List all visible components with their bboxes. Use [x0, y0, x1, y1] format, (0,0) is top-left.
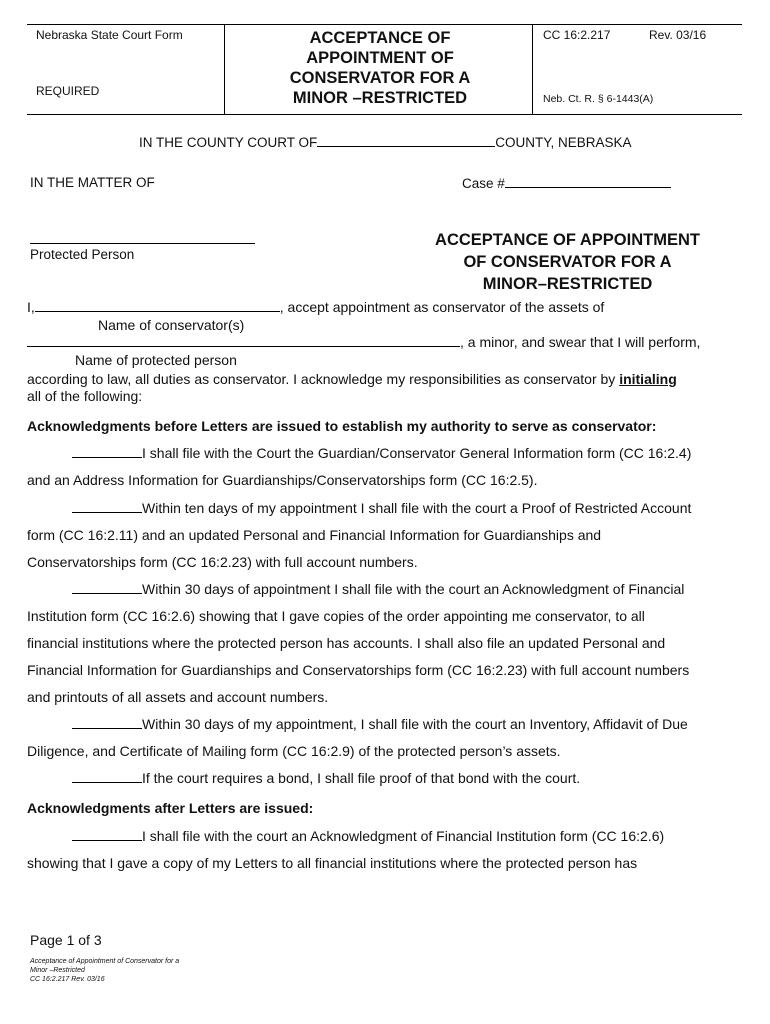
- protected-person-label: Protected Person: [30, 247, 135, 262]
- acknowledgment-text: Within 30 days of appointment I shall file with the court an Acknowledgment of Financial: [142, 581, 685, 597]
- county-court-prefix: IN THE COUNTY COURT OF: [139, 135, 318, 150]
- state-court-form-label: Nebraska State Court Form: [36, 28, 183, 42]
- case-label: Case #: [462, 176, 505, 191]
- conservator-name-field[interactable]: [35, 299, 280, 312]
- acknowledgment-item: [27, 495, 742, 576]
- header-title: [230, 28, 530, 108]
- acknowledgment-text: Financial Information for Guardianships and Conservatorships form (CC 16:2.23) with full account numbers: [27, 662, 690, 678]
- caption-title: [400, 229, 735, 295]
- header-title-line: ACCEPTANCE OF: [309, 29, 451, 47]
- footer-line: Acceptance of Appointment of Conservator for a: [30, 958, 180, 965]
- oath-duties-line: [27, 371, 677, 387]
- acknowledgment-text: and an Address Information for Guardianships/Conservatorships form (CC 16:2.5).: [27, 472, 538, 488]
- acknowledgment-text: financial institutions where the protected person has accounts. I shall also file an updated Personal and: [27, 635, 666, 651]
- initials-field[interactable]: [72, 581, 142, 594]
- acknowledgment-text: Conservatorships form (CC 16:2.23) with full account numbers.: [27, 554, 418, 570]
- county-court-suffix: COUNTY, NEBRASKA: [495, 135, 632, 150]
- case-number-line: [462, 175, 671, 191]
- header-top-border: [27, 24, 742, 25]
- header-bottom-border: [27, 114, 742, 115]
- oath-accept-text: , accept appointment as conservator of the assets of: [279, 299, 605, 315]
- initials-field[interactable]: [72, 828, 142, 841]
- initials-field[interactable]: [72, 445, 142, 458]
- oath-i: I,: [27, 299, 35, 315]
- acknowledgment-text: and printouts of all assets and account numbers.: [27, 689, 329, 705]
- initials-field[interactable]: [72, 770, 142, 783]
- footer-line: Minor –Restricted: [30, 967, 85, 974]
- section-before-letters-heading: Acknowledgments before Letters are issued to establish my authority to serve as conservator:: [27, 418, 657, 434]
- court-rule-citation: Neb. Ct. R. § 6-1443(A): [543, 93, 654, 105]
- header-divider-right: [532, 24, 533, 115]
- oath-duties-text: according to law, all duties as conservator. I acknowledge my responsibilities as conservator by: [27, 371, 620, 387]
- header-title-line: CONSERVATOR FOR A: [289, 69, 471, 87]
- form-number: CC 16:2.217: [543, 28, 611, 42]
- page-number: Page 1 of 3: [30, 932, 102, 948]
- caption-title-line: OF CONSERVATOR FOR A: [463, 253, 672, 271]
- acknowledgment-item: [27, 823, 742, 877]
- initials-field[interactable]: [72, 716, 142, 729]
- initialing-emphasis: initialing: [619, 371, 677, 387]
- acknowledgment-item: [27, 440, 742, 494]
- acknowledgment-text: Within 30 days of my appointment, I shall file with the court an Inventory, Affidavit of Due: [142, 716, 688, 732]
- acknowledgment-item: [27, 576, 742, 711]
- county-name-field[interactable]: [317, 134, 495, 147]
- caption-title-line: ACCEPTANCE OF APPOINTMENT: [435, 231, 700, 249]
- oath-line-2: [27, 334, 700, 350]
- oath-line-1: [27, 299, 604, 315]
- revision-date: Rev. 03/16: [649, 28, 707, 42]
- footer-line: CC 16:2.217 Rev. 03/16: [30, 976, 105, 983]
- protected-person-name-caption: Name of protected person: [75, 352, 237, 368]
- initials-field[interactable]: [72, 500, 142, 513]
- acknowledgment-text: If the court requires a bond, I shall file proof of that bond with the court.: [142, 770, 581, 786]
- acknowledgment-text: I shall file with the court an Acknowledgment of Financial Institution form (CC 16:2.6): [142, 828, 665, 844]
- county-court-line: [139, 134, 632, 150]
- case-number-field[interactable]: [505, 175, 671, 188]
- header-divider-left: [224, 24, 225, 115]
- acknowledgment-item: [27, 765, 742, 792]
- acknowledgment-text: Institution form (CC 16:2.6) showing that I gave copies of the order appointing me conservator, to all: [27, 608, 645, 624]
- acknowledgment-text: I shall file with the Court the Guardian/Conservator General Information form (CC 16:2.4): [142, 445, 692, 461]
- oath-duties-end: all of the following:: [27, 388, 143, 404]
- acknowledgment-text: Diligence, and Certificate of Mailing form (CC 16:2.9) of the protected person’s assets.: [27, 743, 561, 759]
- protected-person-field[interactable]: [30, 243, 255, 244]
- footer-form-info: [30, 957, 179, 984]
- acknowledgment-text: form (CC 16:2.11) and an updated Personal and Financial Information for Guardianships and: [27, 527, 602, 543]
- acknowledgment-item: [27, 711, 742, 765]
- header-title-line: MINOR –RESTRICTED: [292, 89, 468, 107]
- acknowledgment-text: Within ten days of my appointment I shall file with the court a Proof of Restricted Account: [142, 500, 692, 516]
- section-after-letters-heading: Acknowledgments after Letters are issued:: [27, 800, 314, 816]
- conservator-name-caption: Name of conservator(s): [98, 317, 245, 333]
- required-label: REQUIRED: [36, 84, 100, 98]
- matter-label: IN THE MATTER OF: [30, 175, 155, 190]
- oath-minor-text: , a minor, and swear that I will perform,: [460, 334, 701, 350]
- acknowledgment-text: showing that I gave a copy of my Letters to all financial institutions where the protected person has: [27, 855, 638, 871]
- header-title-line: APPOINTMENT OF: [306, 49, 454, 67]
- caption-title-line: MINOR–RESTRICTED: [482, 275, 653, 293]
- protected-person-name-field[interactable]: [27, 334, 460, 347]
